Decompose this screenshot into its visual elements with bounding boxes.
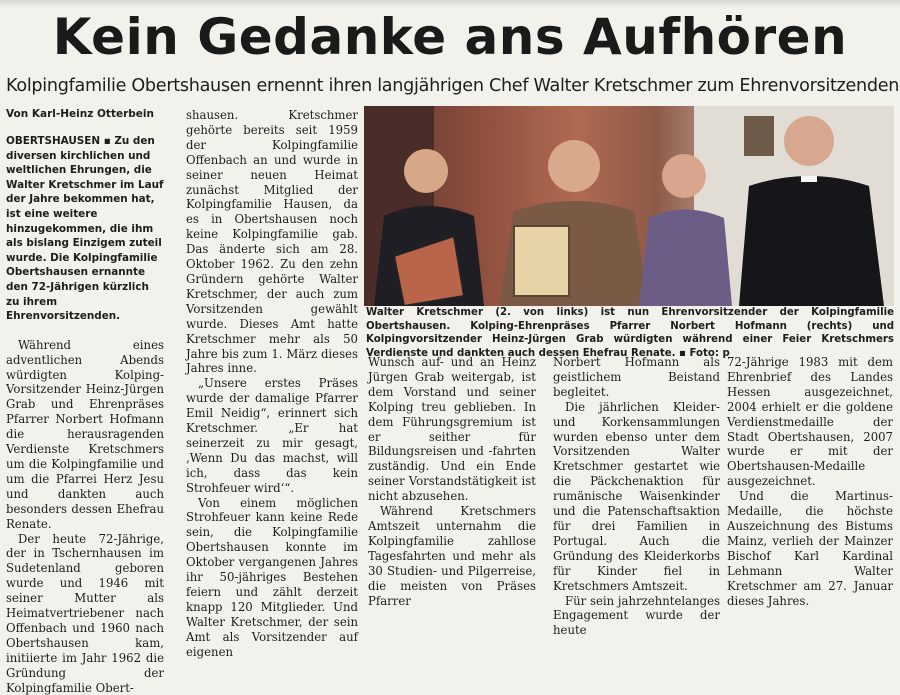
photo-illustration: [364, 106, 894, 306]
lead-paragraph: [6, 134, 164, 324]
paragraph: Für sein jahrzehntelanges Engagement wurde der heute: [553, 594, 720, 639]
headline: Kein Gedanke ans Aufhören: [0, 6, 900, 68]
column-2: [186, 108, 358, 660]
person-1-head: [404, 149, 448, 193]
person-3-dress: [639, 210, 732, 307]
paragraph: Während Kretschmers Amtszeit unternahm die Kolpingfamilie zahllose Tagesfahrten und mehr als 30 Studien- und Pilgerreise, die meisten von Präses Pfarrer: [368, 504, 536, 608]
person-4-head: [784, 116, 834, 166]
person-2-certificate: [514, 226, 569, 296]
photo-frame: [744, 116, 774, 156]
article-photo: [364, 106, 894, 306]
person-3-head: [662, 154, 706, 198]
paragraph: Von einem möglichen Strohfeuer kann keine Rede sein, die Kolpingfamilie Obertshausen konnte im Oktober vergangenen Jahres ihr 50-jähriges Bestehen feiern und zählt derzeit knapp 120 Mitglieder. Und Walter Kretschmer, der sein Amt als Vorsitzender auf eigenen: [186, 496, 358, 660]
paragraph: Die jährlichen Kleider- und Korkensammlungen wurden ebenso unter dem Vorsitzenden Walter Kretschmer gestartet wie die Päckchenaktion für rumänische Waisenkinder und die Patenschaftsaktion für drei Familien in Portugal. Auch die Gründung des Kleiderkorbs für Kinder fiel in Kretschmers Amtszeit.: [553, 400, 720, 594]
person-4-cassock: [739, 176, 884, 306]
paragraph: „Unsere erstes Präses wurde der damalige Pfarrer Emil Neidig“, erinnert sich Kretschmer. „Er hat seinerzeit zu mir gesagt, ‚Wenn Du das machst, will ich, dass das kein Strohfeuer wird‘“.: [186, 376, 358, 495]
subheadline: Kolpingfamilie Obertshausen ernennt ihren langjährigen Chef Walter Kretschmer zum Ehrenvorsitzenden: [6, 76, 896, 96]
paragraph: Der heute 72-Jährige, der in Tschernhausen im Sudetenland geboren wurde und 1946 mit seiner Mutter als Heimatvertriebener nach Offenbach und 1960 nach Obertshausen kam, initiierte im Jahr 1962 die Gründung der Kolpingfamilie Obert-: [6, 532, 164, 695]
paragraph: Und die Martinus-Medaille, die höchste Auszeichnung des Bistums Mainz, verlieh der Mainzer Bischof Karl Kardinal Lehmann Walter Kretschmer am 27. Januar dieses Jahres.: [727, 489, 893, 608]
paragraph: shausen. Kretschmer gehörte bereits seit 1959 der Kolpingfamilie Offenbach an und wurde in seiner neuen Heimat zunächst Mitglied der Kolpingfamilie Hausen, da es in Obertshausen noch keine Kolpingfamilie gab. Das änderte sich am 28. Oktober 1962. Zu den zehn Gründern gehörte Walter Kretschmer, der auch zum Vorsitzenden gewählt wurde. Dieses Amt hatte Kretschmer mehr als 50 Jahre bis zum 1. März dieses Jahres inne.: [186, 108, 358, 376]
paragraph: Während eines adventlichen Abends würdigten Kolping-Vorsitzender Heinz-Jürgen Grab und Ehrenpräses Pfarrer Norbert Hofmann die herausragenden Verdienste Kretschmers um die Kolpingfamilie und um die Pfarrei Herz Jesu und dankten auch besonders dessen Ehefrau Renate.: [6, 338, 164, 532]
column-5: [727, 355, 893, 608]
paragraph: Norbert Hofmann als geistlichem Beistand begleitet.: [553, 355, 720, 400]
paragraph: Wunsch auf- und an Heinz Jürgen Grab weitergab, ist dem Vorstand und seiner Kolping treu geblieben. In dem Führungsgremium ist er seither für Bildungsreisen und -fahrten zuständig. Und ein Ende seiner Vorstandstätigkeit ist nicht abzusehen.: [368, 355, 536, 504]
byline: Von Karl-Heinz Otterbein: [6, 108, 154, 120]
person-2-head: [548, 140, 600, 192]
photo-caption: Walter Kretschmer (2. von links) ist nun Ehrenvorsitzender der Kolpingfamilie Obertshausen. Kolping-Ehrenpräses Pfarrer Norbert Hofmann (rechts) und Kolpingvorsitzender Heinz-Jürgen Grab würdigten während einer Feier Kretschmers Verdienste und dankten auch dessen Ehefrau Renate. ▪ Foto: p: [366, 306, 894, 360]
column-3: [368, 355, 536, 608]
person-4-collar: [801, 176, 817, 182]
lead-text: ▪ Zu den diversen kirchlichen und weltlichen Ehrungen, die Walter Kretschmer im Lauf der Jahre bekommen hat, ist eine weitere hinzugekommen, die ihm als bislang Einzigem zuteil wurde. Die Kolpingfamilie Obertshausen ernannte den 72-Jährigen kürzlich zu ihrem Ehrenvorsitzenden.: [6, 135, 164, 322]
column-1: [6, 134, 164, 695]
paragraph: 72-Jährige 1983 mit dem Ehrenbrief des Landes Hessen ausgezeichnet, 2004 erhielt er die goldene Verdienstmedaille der Stadt Obertshausen, 2007 wurde er mit der Obertshausen-Medaille ausgezeichnet.: [727, 355, 893, 489]
column-4: [553, 355, 720, 638]
dateline: OBERTSHAUSEN: [6, 135, 100, 147]
